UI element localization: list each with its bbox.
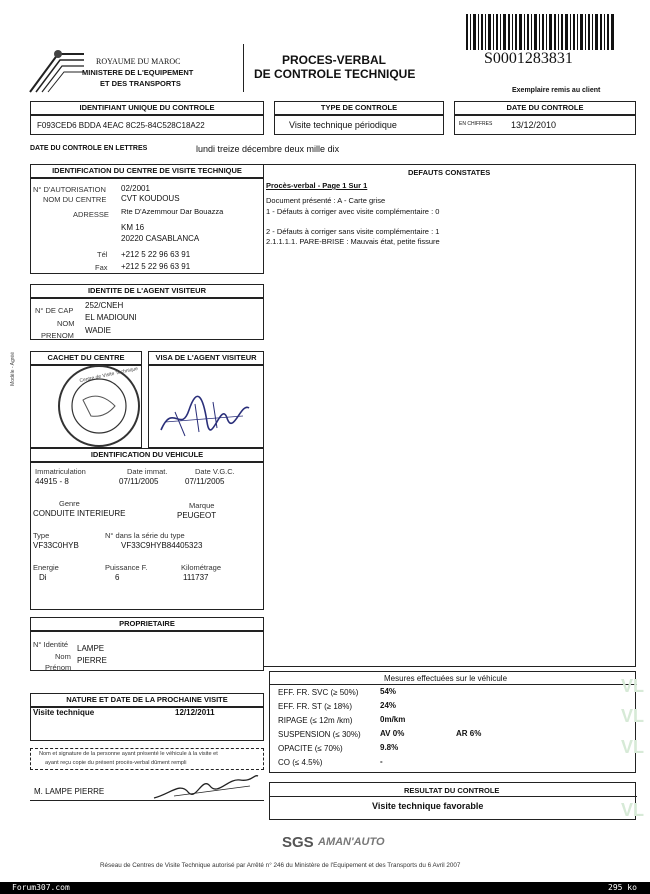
cachet-header: CACHET DU CENTRE xyxy=(30,351,142,365)
footer-bar-right: 295 ko xyxy=(608,883,637,892)
centre-autorisation-label: N° D'AUTORISATION xyxy=(33,185,106,194)
signature-note-line2: ayant reçu copie du présent procès-verbal dûment rempli xyxy=(45,760,187,766)
defauts-line4: 2 - Défauts à corriger sans visite complémentaire : 1 xyxy=(266,227,440,236)
copy-note: Exemplaire remis au client xyxy=(512,87,601,94)
genre-label: Genre xyxy=(59,499,80,508)
type-controle-box xyxy=(274,115,444,135)
mesures-header: Mesures effectuées sur le véhicule xyxy=(384,674,508,683)
resultat-header: RESULTAT DU CONTROLE xyxy=(404,786,500,795)
prochaine-date: 12/12/2011 xyxy=(175,708,215,717)
side-note: Modèle - Agréé xyxy=(10,352,16,386)
signature-name: M. LAMPE PIERRE xyxy=(34,787,105,796)
mesure-name: OPACITE (≤ 70%) xyxy=(278,744,343,753)
prochaine-box xyxy=(30,707,264,741)
doc-title-line2: DE CONTROLE TECHNIQUE xyxy=(254,67,416,81)
cachet-box xyxy=(30,365,142,448)
vl-watermark-2: VL xyxy=(620,706,644,726)
date-controle-box xyxy=(454,115,636,135)
marque-label: Marque xyxy=(189,501,215,510)
agent-cap: 252/CNEH xyxy=(85,301,124,310)
vl-watermark-4: VL xyxy=(620,800,644,820)
stamp-text: Centre de Visite Technique xyxy=(79,365,139,385)
centre-tel-label: Tél xyxy=(97,250,108,259)
footer-legal: Réseau de Centres de Visite Technique autorisé par Arrêté n° 246 du Ministère de l'Equipement et des Transports du 6 Avril 2007 xyxy=(100,862,461,869)
km-value: 111737 xyxy=(183,573,209,582)
date-prefix: EN CHIFFRES xyxy=(459,121,493,127)
prochaine-nature: Visite technique xyxy=(33,708,95,717)
serie-label: N° dans la série du type xyxy=(105,531,185,540)
vl-watermark-1: VL xyxy=(620,676,644,696)
date-letters-value: lundi treize décembre deux mille dix xyxy=(196,144,340,154)
mesure-name: EFF. FR. SVC (≥ 50%) xyxy=(278,688,359,697)
date-controle-value: 13/12/2010 xyxy=(511,120,557,130)
centre-nom: CVT KOUDOUS xyxy=(121,194,180,203)
org-line3: ET DES TRANSPORTS xyxy=(100,79,181,88)
puissance-value: 6 xyxy=(115,573,120,582)
org-line2: MINISTERE DE L'EQUIPEMENT xyxy=(82,68,194,77)
centre-nom-label: NOM DU CENTRE xyxy=(43,195,107,204)
centre-autorisation: 02/2001 xyxy=(121,184,150,193)
immat-label: Immatriculation xyxy=(35,467,86,476)
mesure-value: 54% xyxy=(380,687,397,696)
agent-nom: EL MADIOUNI xyxy=(85,313,137,322)
genre-value: CONDUITE INTERIEURE xyxy=(33,509,126,518)
mesure-name: EFF. FR. ST (≥ 18%) xyxy=(278,702,353,711)
agent-prenom-label: PRENOM xyxy=(41,331,74,340)
proprietaire-nom-label: Nom xyxy=(55,652,71,661)
centre-adresse2: KM 16 xyxy=(121,223,145,232)
centre-adresse3: 20220 CASABLANCA xyxy=(121,234,200,243)
amanauto-logo: AMAN'AUTO xyxy=(318,836,385,848)
mesure-name: SUSPENSION (≤ 30%) xyxy=(278,730,361,739)
type-controle-header: TYPE DE CONTROLE xyxy=(274,101,444,115)
type-controle-value: Visite technique périodique xyxy=(289,120,397,130)
mesure-value: - xyxy=(380,757,383,766)
centre-fax: +212 5 22 96 63 91 xyxy=(121,262,191,271)
vehicule-header: IDENTIFICATION DU VEHICULE xyxy=(30,448,264,462)
visa-header: VISA DE L'AGENT VISITEUR xyxy=(148,351,264,365)
footer-bar-left: Forum307.com xyxy=(12,883,70,892)
sgs-logo: SGS xyxy=(282,834,314,851)
signature-note-line1: Nom et signature de la personne ayant présenté le véhicule à la visite et xyxy=(39,751,218,757)
centre-fax-label: Fax xyxy=(95,263,108,272)
agent-nom-label: NOM xyxy=(57,319,75,328)
identifiant-header: IDENTIFIANT UNIQUE DU CONTROLE xyxy=(30,101,264,115)
agent-header: IDENTITE DE L'AGENT VISITEUR xyxy=(30,284,264,298)
proprietaire-header: PROPRIETAIRE xyxy=(30,617,264,631)
serial-number: S0001283831 xyxy=(484,50,573,67)
date-immat-label: Date immat. xyxy=(127,467,168,476)
date-immat-value: 07/11/2005 xyxy=(119,477,159,486)
resultat-header-line xyxy=(270,796,637,797)
immat-value: 44915 - 8 xyxy=(35,477,69,486)
agent-box xyxy=(30,298,264,340)
centre-tel: +212 5 22 96 63 91 xyxy=(121,250,191,259)
type-label: Type xyxy=(33,531,50,540)
org-line1: ROYAUME DU MAROC xyxy=(96,57,181,66)
mesure-name: RIPAGE (≤ 12m /km) xyxy=(278,716,353,725)
date-letters-label: DATE DU CONTROLE EN LETTRES xyxy=(30,145,148,152)
date-vgc-value: 07/11/2005 xyxy=(185,477,225,486)
proprietaire-identite: LAMPE xyxy=(77,644,105,653)
serie-value: VF33C9HYB84405323 xyxy=(121,541,203,550)
defauts-line3: 1 - Défauts à corriger avec visite complémentaire : 0 xyxy=(266,207,440,216)
defauts-box xyxy=(264,164,636,667)
mesures-header-line xyxy=(270,684,637,685)
defauts-line2: Document présenté : A - Carte grise xyxy=(266,196,386,205)
proprietaire-prenom-label: Prénom xyxy=(45,663,72,672)
mesures-box xyxy=(269,671,636,773)
centre-box xyxy=(30,178,264,274)
mesure-name: CO (≤ 4.5%) xyxy=(278,758,323,767)
centre-adresse-label: ADRESSE xyxy=(73,210,109,219)
visa-box xyxy=(148,365,264,448)
defauts-line5: 2.1.1.1.1. PARE-BRISE : Mauvais état, petite fissure xyxy=(266,237,440,246)
proprietaire-nom: PIERRE xyxy=(77,656,107,665)
header-divider xyxy=(243,44,244,92)
signature-line xyxy=(30,800,264,801)
energie-label: Energie xyxy=(33,563,59,572)
resultat-box xyxy=(269,782,636,820)
centre-header: IDENTIFICATION DU CENTRE DE VISITE TECHNIQUE xyxy=(30,164,264,178)
identifiant-box xyxy=(30,115,264,135)
mesure-value: 9.8% xyxy=(380,743,399,752)
defauts-header: DEFAUTS CONSTATES xyxy=(408,168,491,177)
mesure-extra: AR 6% xyxy=(456,729,482,738)
centre-adresse1: Rte D'Azemmour Dar Bouazza xyxy=(121,207,224,216)
km-label: Kilométrage xyxy=(181,563,222,572)
doc-title-line1: PROCES-VERBAL xyxy=(282,53,387,67)
type-value: VF33C0HYB xyxy=(33,541,79,550)
identifiant-value: F093CED6 BDDA 4EAC 8C25-84C528C18A22 xyxy=(37,121,205,130)
agent-cap-label: N° DE CAP xyxy=(35,306,74,315)
footer-bar xyxy=(0,882,650,894)
mesure-value: 0m/km xyxy=(380,715,406,724)
mesure-value: AV 0% xyxy=(380,729,405,738)
date-vgc-label: Date V.G.C. xyxy=(195,467,235,476)
agent-prenom: WADIE xyxy=(85,326,111,335)
agent-signature xyxy=(155,382,255,442)
vehicule-box xyxy=(30,462,264,610)
barcode xyxy=(466,14,616,50)
vl-watermark-3: VL xyxy=(620,737,644,757)
defauts-line1: Procès-verbal - Page 1 Sur 1 xyxy=(266,181,368,190)
resultat-value: Visite technique favorable xyxy=(372,801,484,811)
energie-value: Di xyxy=(39,573,47,582)
marque-value: PEUGEOT xyxy=(177,511,217,520)
date-controle-header: DATE DU CONTROLE xyxy=(454,101,636,115)
ministry-logo xyxy=(28,48,86,94)
proprietaire-identite-label: N° Identité xyxy=(33,640,69,649)
puissance-label: Puissance F. xyxy=(105,563,148,572)
proprietaire-box xyxy=(30,631,264,671)
mesure-value: 24% xyxy=(380,701,397,710)
prochaine-header: NATURE ET DATE DE LA PROCHAINE VISITE xyxy=(30,693,264,707)
signature-note-box xyxy=(30,748,264,770)
